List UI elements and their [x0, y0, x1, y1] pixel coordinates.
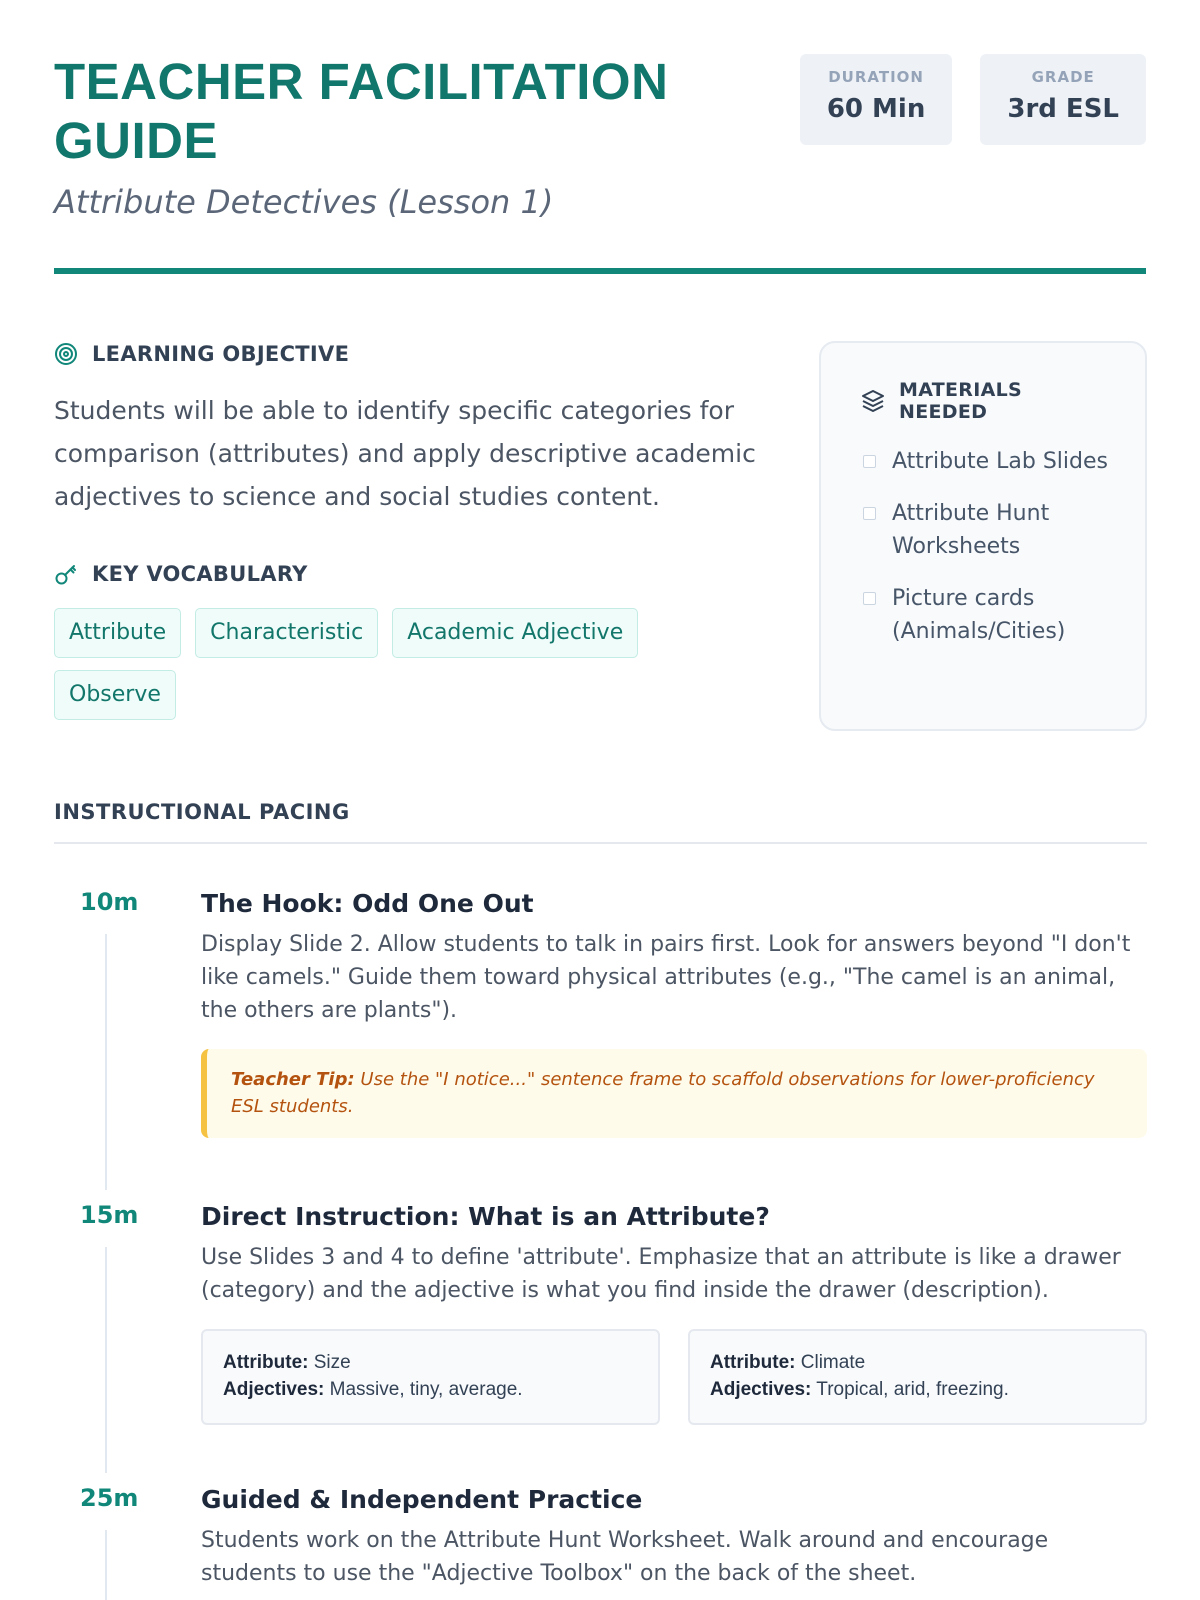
step-description: Students work on the Attribute Hunt Worksheet. Walk around and encourage students to use the "Adjective Toolbox" on the back of the sheet.	[201, 1528, 1049, 1586]
lesson-subtitle: Attribute Detectives (Lesson 1)	[54, 183, 554, 221]
materials-card	[819, 341, 1147, 731]
materials-list	[861, 445, 1115, 648]
material-checkbox[interactable]	[863, 507, 876, 520]
attribute-label: Attribute:	[710, 1352, 796, 1373]
key-vocabulary-heading	[54, 562, 754, 586]
step-time: 25m	[80, 1484, 139, 1512]
material-checkbox[interactable]	[863, 455, 876, 468]
learning-objective-title: LEARNING OBJECTIVE	[92, 342, 350, 366]
step-time: 15m	[80, 1201, 139, 1229]
target-icon	[54, 342, 78, 366]
duration-label: DURATION	[828, 68, 924, 86]
timeline-line	[105, 934, 107, 1190]
pacing-timeline	[54, 888, 1147, 1600]
example-card-climate	[688, 1329, 1147, 1425]
material-label: Attribute Lab Slides	[892, 449, 1108, 474]
material-item[interactable]	[861, 582, 1115, 648]
material-checkbox[interactable]	[863, 592, 876, 605]
material-item[interactable]	[861, 497, 1115, 563]
instructional-pacing-heading: INSTRUCTIONAL PACING	[54, 800, 1147, 844]
material-label: Picture cards (Animals/Cities)	[892, 586, 1066, 644]
key-vocabulary-title: KEY VOCABULARY	[92, 562, 308, 586]
timeline-line	[105, 1530, 107, 1600]
materials-heading	[861, 379, 1115, 423]
learning-objective-heading	[54, 342, 774, 366]
attribute-label: Attribute:	[223, 1352, 309, 1373]
step-title: Direct Instruction: What is an Attribute?	[201, 1202, 770, 1231]
adjectives-value: Massive, tiny, average.	[324, 1379, 523, 1400]
vocab-tag: Observe	[54, 670, 176, 720]
vocab-tag: Attribute	[54, 608, 181, 658]
lesson-meta	[800, 54, 1146, 145]
attribute-value: Climate	[795, 1352, 866, 1373]
pacing-step-hook	[54, 888, 1147, 1201]
teacher-tip-label: Teacher Tip:	[231, 1069, 355, 1090]
duration-badge	[800, 54, 953, 145]
material-label: Attribute Hunt Worksheets	[892, 501, 1050, 559]
adjectives-label: Adjectives:	[223, 1379, 325, 1400]
key-icon	[54, 562, 78, 586]
vocab-tag: Characteristic	[195, 608, 378, 658]
grade-label: GRADE	[1031, 68, 1095, 86]
teacher-tip	[201, 1049, 1147, 1138]
vocabulary-tag-list	[54, 608, 694, 720]
instructional-pacing-section	[54, 800, 1147, 1600]
attribute-value: Size	[308, 1352, 351, 1373]
step-title: Guided & Independent Practice	[201, 1485, 643, 1514]
vocab-tag: Academic Adjective	[392, 608, 638, 658]
example-card-size	[201, 1329, 660, 1425]
guide-header	[54, 0, 1146, 274]
step-description: Display Slide 2. Allow students to talk in pairs first. Look for answers beyond "I don't like camels." Guide them toward physical attributes (e.g., "The camel is an animal, the others are plants").	[201, 932, 1131, 1023]
step-time: 10m	[80, 888, 139, 916]
step-title: The Hook: Odd One Out	[201, 889, 534, 918]
step-description: Use Slides 3 and 4 to define 'attribute'. Emphasize that an attribute is like a drawer (category) and the adjective is what you find inside the drawer (description).	[201, 1245, 1121, 1303]
learning-objective-text: Students will be able to identify specific categories for comparison (attributes) and apply descriptive academic adjectives to science and social studies content.	[54, 396, 756, 511]
grade-badge	[980, 54, 1146, 145]
duration-value: 60 Min	[826, 94, 926, 124]
key-vocabulary-section	[54, 562, 754, 720]
learning-objective-section	[54, 342, 774, 518]
adjectives-label: Adjectives:	[710, 1379, 812, 1400]
grade-value: 3rd ESL	[1007, 94, 1119, 124]
pacing-step-direct-instruction	[54, 1201, 1147, 1484]
materials-title: MATERIALS NEEDED	[899, 379, 1022, 423]
adjectives-value: Tropical, arid, freezing.	[811, 1379, 1009, 1400]
pacing-step-practice	[54, 1484, 1147, 1600]
page-title: TEACHER FACILITATION GUIDE	[54, 53, 669, 169]
layers-icon	[861, 389, 885, 413]
material-item[interactable]	[861, 445, 1115, 478]
teacher-tip-text: Use the "I notice..." sentence frame to scaffold observations for lower-proficiency ESL students.	[231, 1069, 1095, 1117]
attribute-examples	[201, 1329, 1147, 1425]
timeline-line	[105, 1247, 107, 1473]
